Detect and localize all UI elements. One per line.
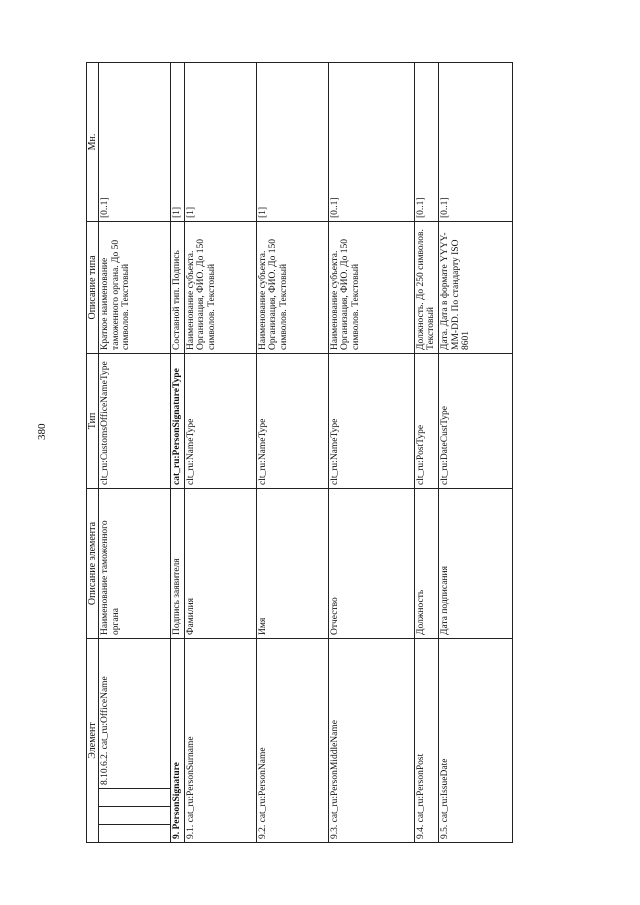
element-description: Подпись заявителя bbox=[171, 488, 185, 638]
element-description: Дата подписания bbox=[439, 488, 513, 638]
element-name: cat_ru:PersonSurname bbox=[185, 736, 196, 823]
row-index: 9. bbox=[172, 831, 183, 839]
row-index: 8.10.6.2. bbox=[100, 751, 111, 785]
element-name: cat_ru:PersonPost bbox=[415, 753, 426, 823]
header-element-description: Описание элемента bbox=[87, 488, 99, 638]
element-name: cat_ru:OfficeName bbox=[100, 676, 111, 750]
element-cell bbox=[439, 638, 513, 842]
multiplicity-cell: [1] bbox=[171, 62, 185, 221]
type-description: Должность. До 250 символов. Текстовый bbox=[414, 221, 438, 353]
type-description: Наименование субъекта. Организация, ФИО. До 150 символов. Текстовый bbox=[256, 221, 328, 353]
type-description: Наименование субъекта. Организация, ФИО. До 150 символов. Текстовый bbox=[328, 221, 414, 353]
row-index: 9.5. bbox=[440, 824, 451, 839]
element-cell bbox=[414, 638, 438, 842]
table-header-row bbox=[87, 62, 99, 842]
element-description: Имя bbox=[256, 488, 328, 638]
header-element: Элемент bbox=[87, 638, 99, 842]
header-multiplicity: Мн. bbox=[87, 62, 99, 221]
table-row bbox=[99, 62, 171, 842]
table-row bbox=[328, 62, 414, 842]
type-cell: clt_ru:NameType bbox=[328, 353, 414, 488]
multiplicity-cell: [0..1] bbox=[414, 62, 438, 221]
type-description: Краткое наименование таможенного органа. До 50 символов. Текстовый bbox=[99, 221, 171, 353]
row-index: 9.4. bbox=[415, 824, 426, 839]
element-cell bbox=[184, 638, 256, 842]
multiplicity-cell: [1] bbox=[184, 62, 256, 221]
page-number: 380 bbox=[36, 423, 48, 440]
element-description: Фамилия bbox=[184, 488, 256, 638]
indent-cell bbox=[99, 825, 171, 843]
element-cell bbox=[171, 638, 185, 842]
type-cell: clt_ru:CustomsOfficeNameType bbox=[99, 353, 171, 488]
element-name: cat_ru:PersonMiddleName bbox=[329, 720, 340, 823]
table-row bbox=[439, 62, 513, 842]
multiplicity-cell: [1] bbox=[256, 62, 328, 221]
element-cell bbox=[256, 638, 328, 842]
table-row bbox=[414, 62, 438, 842]
element-description: Должность bbox=[414, 488, 438, 638]
element-cell bbox=[99, 638, 171, 788]
rotated-page-content bbox=[86, 63, 526, 843]
type-cell: clt_ru:NameType bbox=[256, 353, 328, 488]
multiplicity-cell: [0..1] bbox=[439, 62, 513, 221]
schema-table bbox=[86, 62, 513, 843]
element-description: Отчество bbox=[328, 488, 414, 638]
multiplicity-cell: [0..1] bbox=[99, 62, 171, 221]
type-cell: clt_ru:DateCustType bbox=[439, 353, 513, 488]
table-row-group bbox=[171, 62, 185, 842]
type-description: Наименование субъекта. Организация, ФИО. До 150 символов. Текстовый bbox=[184, 221, 256, 353]
element-name: cat_ru:PersonName bbox=[257, 747, 268, 823]
element-name: cat_ru:IssueDate bbox=[440, 758, 451, 823]
type-cell: clt_ru:PostType bbox=[414, 353, 438, 488]
type-cell: clt_ru:NameType bbox=[184, 353, 256, 488]
row-index: 9.3. bbox=[329, 824, 340, 839]
indent-cell bbox=[99, 789, 171, 807]
element-name: PersonSignature bbox=[172, 762, 183, 830]
element-description: Наименование таможенного органа bbox=[99, 488, 171, 638]
header-type: Тип bbox=[87, 353, 99, 488]
multiplicity-cell: [0..1] bbox=[328, 62, 414, 221]
type-description: Составной тип. Подпись bbox=[171, 221, 185, 353]
table-row bbox=[184, 62, 256, 842]
row-index: 9.2. bbox=[257, 824, 268, 839]
header-type-description: Описание типа bbox=[87, 221, 99, 353]
element-cell bbox=[328, 638, 414, 842]
type-cell: cat_ru:PersonSignatureType bbox=[171, 353, 185, 488]
row-index: 9.1. bbox=[185, 824, 196, 839]
type-description: Дата. Дата в формате YYYY-MM-DD. По стандарту ISO 8601 bbox=[439, 221, 513, 353]
indent-cell bbox=[99, 807, 171, 825]
table-row bbox=[256, 62, 328, 842]
